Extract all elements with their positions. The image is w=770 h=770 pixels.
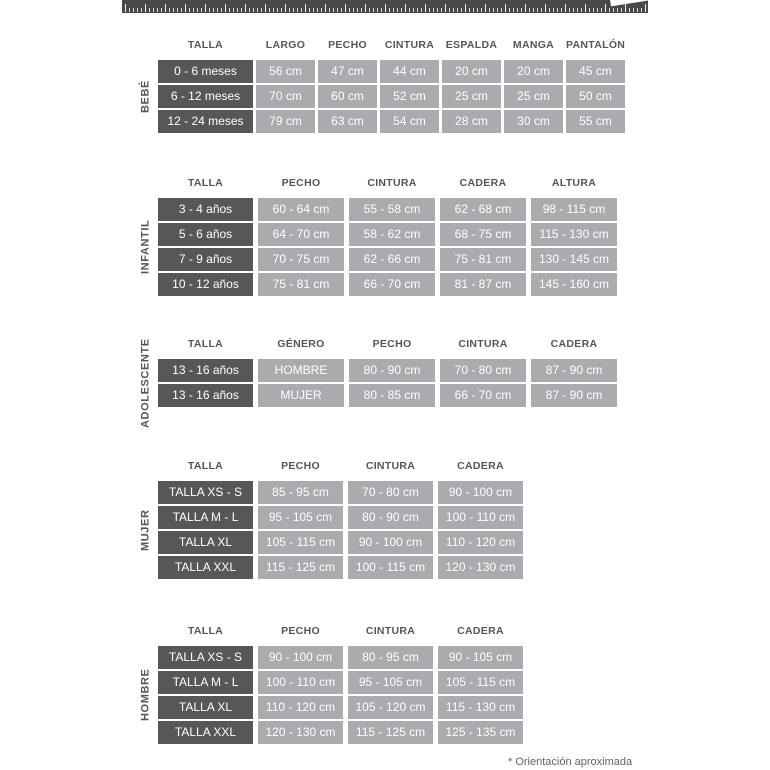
- size-cell: 12 - 24 meses: [158, 110, 253, 133]
- measure-cell: 25 cm: [504, 85, 563, 108]
- table-body: [158, 359, 617, 407]
- measure-cell: 90 - 100 cm: [438, 481, 523, 504]
- size-table-adolescente: [139, 335, 617, 428]
- measure-cell: 70 - 80 cm: [440, 359, 526, 382]
- measure-cell: 50 cm: [566, 85, 625, 108]
- ruler-long-ticks: [125, 4, 646, 12]
- measure-cell: 105 - 115 cm: [258, 531, 343, 554]
- column-header: CADERA: [457, 460, 504, 472]
- column-header: PECHO: [372, 338, 412, 350]
- measure-cell: 44 cm: [380, 60, 439, 83]
- size-cell: TALLA XXL: [158, 556, 253, 579]
- measure-cell: 105 - 120 cm: [348, 696, 433, 719]
- measure-cell: 62 - 66 cm: [349, 248, 435, 271]
- measure-cell: 100 - 110 cm: [258, 671, 343, 694]
- measure-cell: 75 - 81 cm: [440, 248, 526, 271]
- size-cell: TALLA XS - S: [158, 646, 253, 669]
- measure-cell: 145 - 160 cm: [531, 273, 617, 296]
- header-row: [158, 36, 625, 54]
- measure-cell: 90 - 100 cm: [348, 531, 433, 554]
- header-row: [158, 622, 523, 640]
- size-cell: 6 - 12 meses: [158, 85, 253, 108]
- measure-cell: 70 - 75 cm: [258, 248, 344, 271]
- measure-cell: 63 cm: [318, 110, 377, 133]
- size-cell: 13 - 16 años: [158, 384, 253, 407]
- measure-cell: 62 - 68 cm: [440, 198, 526, 221]
- measure-cell: 100 - 110 cm: [438, 506, 523, 529]
- column-header: CADERA: [457, 625, 504, 637]
- measure-cell: 70 cm: [256, 85, 315, 108]
- measure-cell: 30 cm: [504, 110, 563, 133]
- footnote: * Orientación aproximada: [508, 756, 633, 768]
- size-cell: TALLA XXL: [158, 721, 253, 744]
- measure-cell: 115 - 125 cm: [258, 556, 343, 579]
- measure-cell: 87 - 90 cm: [531, 384, 617, 407]
- size-table-hombre: [139, 622, 523, 744]
- column-header: PECHO: [328, 39, 367, 51]
- column-header: CINTURA: [365, 460, 416, 472]
- column-header: TALLA: [187, 460, 224, 472]
- measure-cell: 60 cm: [318, 85, 377, 108]
- table-body: [158, 646, 523, 744]
- table-body: [158, 481, 523, 579]
- measure-cell: 120 - 130 cm: [258, 721, 343, 744]
- size-cell: 7 - 9 años: [158, 248, 253, 271]
- measure-cell: 95 - 105 cm: [348, 671, 433, 694]
- measure-cell: 54 cm: [380, 110, 439, 133]
- measure-cell: MUJER: [258, 384, 344, 407]
- column-header: PECHO: [281, 460, 320, 472]
- measure-cell: 25 cm: [442, 85, 501, 108]
- column-header: LARGO: [265, 39, 306, 51]
- measure-cell: 80 - 90 cm: [348, 506, 433, 529]
- column-header: ALTURA: [551, 177, 597, 189]
- measure-cell: 115 - 130 cm: [531, 223, 617, 246]
- measure-cell: 58 - 62 cm: [349, 223, 435, 246]
- table-body: [158, 198, 617, 296]
- column-header: CADERA: [459, 177, 507, 189]
- column-header: GÉNERO: [277, 338, 325, 350]
- measure-cell: 110 - 120 cm: [258, 696, 343, 719]
- measure-cell: 130 - 145 cm: [531, 248, 617, 271]
- section-label-hombre: HOMBRE: [139, 668, 152, 722]
- measure-cell: 115 - 125 cm: [348, 721, 433, 744]
- measure-cell: 100 - 115 cm: [348, 556, 433, 579]
- measure-cell: 90 - 100 cm: [258, 646, 343, 669]
- size-cell: 13 - 16 años: [158, 359, 253, 382]
- column-header: CINTURA: [458, 338, 508, 350]
- measure-cell: 75 - 81 cm: [258, 273, 344, 296]
- measure-cell: 28 cm: [442, 110, 501, 133]
- size-cell: 10 - 12 años: [158, 273, 253, 296]
- column-header: TALLA: [187, 625, 224, 637]
- section-label-adolescente: ADOLESCENTE: [139, 338, 152, 428]
- column-header: CADERA: [550, 338, 598, 350]
- measure-cell: 55 - 58 cm: [349, 198, 435, 221]
- size-cell: TALLA XL: [158, 696, 253, 719]
- measure-cell: 64 - 70 cm: [258, 223, 344, 246]
- table-body: [158, 60, 625, 133]
- measure-cell: 85 - 95 cm: [258, 481, 343, 504]
- section-label-mujer: MUJER: [139, 509, 152, 551]
- column-header: PANTALÓN: [566, 39, 626, 51]
- size-table-mujer: [139, 457, 523, 579]
- measure-cell: 20 cm: [504, 60, 563, 83]
- measure-cell: 70 - 80 cm: [348, 481, 433, 504]
- measure-cell: 79 cm: [256, 110, 315, 133]
- measure-cell: 80 - 85 cm: [349, 384, 435, 407]
- column-header: TALLA: [187, 338, 224, 350]
- size-cell: 5 - 6 años: [158, 223, 253, 246]
- size-cell: TALLA XL: [158, 531, 253, 554]
- header-row: [158, 335, 617, 353]
- measure-cell: 105 - 115 cm: [438, 671, 523, 694]
- section-label-infantil: INFANTIL: [139, 219, 152, 275]
- header-row: [158, 457, 523, 475]
- size-cell: 3 - 4 años: [158, 198, 253, 221]
- measure-cell: 20 cm: [442, 60, 501, 83]
- measure-cell: 87 - 90 cm: [531, 359, 617, 382]
- measure-cell: 80 - 95 cm: [348, 646, 433, 669]
- measure-cell: 66 - 70 cm: [440, 384, 526, 407]
- measure-cell: 120 - 130 cm: [438, 556, 523, 579]
- column-header: ESPALDA: [445, 39, 498, 51]
- measuring-tape-ruler-icon: [122, 0, 648, 13]
- measure-cell: 81 - 87 cm: [440, 273, 526, 296]
- column-header: PECHO: [281, 177, 321, 189]
- size-cell: 0 - 6 meses: [158, 60, 253, 83]
- column-header: TALLA: [187, 177, 224, 189]
- size-table-bebe: [139, 36, 626, 133]
- measure-cell: 98 - 115 cm: [531, 198, 617, 221]
- measure-cell: 125 - 135 cm: [438, 721, 523, 744]
- measure-cell: 45 cm: [566, 60, 625, 83]
- section-label-bebe: BEBÉ: [139, 80, 152, 113]
- column-header: TALLA: [187, 39, 224, 51]
- column-header: CINTURA: [384, 39, 435, 51]
- size-table-infantil: [139, 174, 617, 296]
- measure-cell: 55 cm: [566, 110, 625, 133]
- size-cell: TALLA M - L: [158, 671, 253, 694]
- size-cell: TALLA M - L: [158, 506, 253, 529]
- measure-cell: 68 - 75 cm: [440, 223, 526, 246]
- measure-cell: 56 cm: [256, 60, 315, 83]
- measure-cell: HOMBRE: [258, 359, 344, 382]
- column-header: PECHO: [281, 625, 320, 637]
- measure-cell: 80 - 90 cm: [349, 359, 435, 382]
- measure-cell: 110 - 120 cm: [438, 531, 523, 554]
- measure-cell: 95 - 105 cm: [258, 506, 343, 529]
- measure-cell: 47 cm: [318, 60, 377, 83]
- measure-cell: 90 - 105 cm: [438, 646, 523, 669]
- measure-cell: 52 cm: [380, 85, 439, 108]
- size-cell: TALLA XS - S: [158, 481, 253, 504]
- column-header: MANGA: [512, 39, 555, 51]
- column-header: CINTURA: [365, 625, 416, 637]
- column-header: CINTURA: [367, 177, 417, 189]
- measure-cell: 66 - 70 cm: [349, 273, 435, 296]
- measure-cell: 60 - 64 cm: [258, 198, 344, 221]
- header-row: [158, 174, 617, 192]
- measure-cell: 115 - 130 cm: [438, 696, 523, 719]
